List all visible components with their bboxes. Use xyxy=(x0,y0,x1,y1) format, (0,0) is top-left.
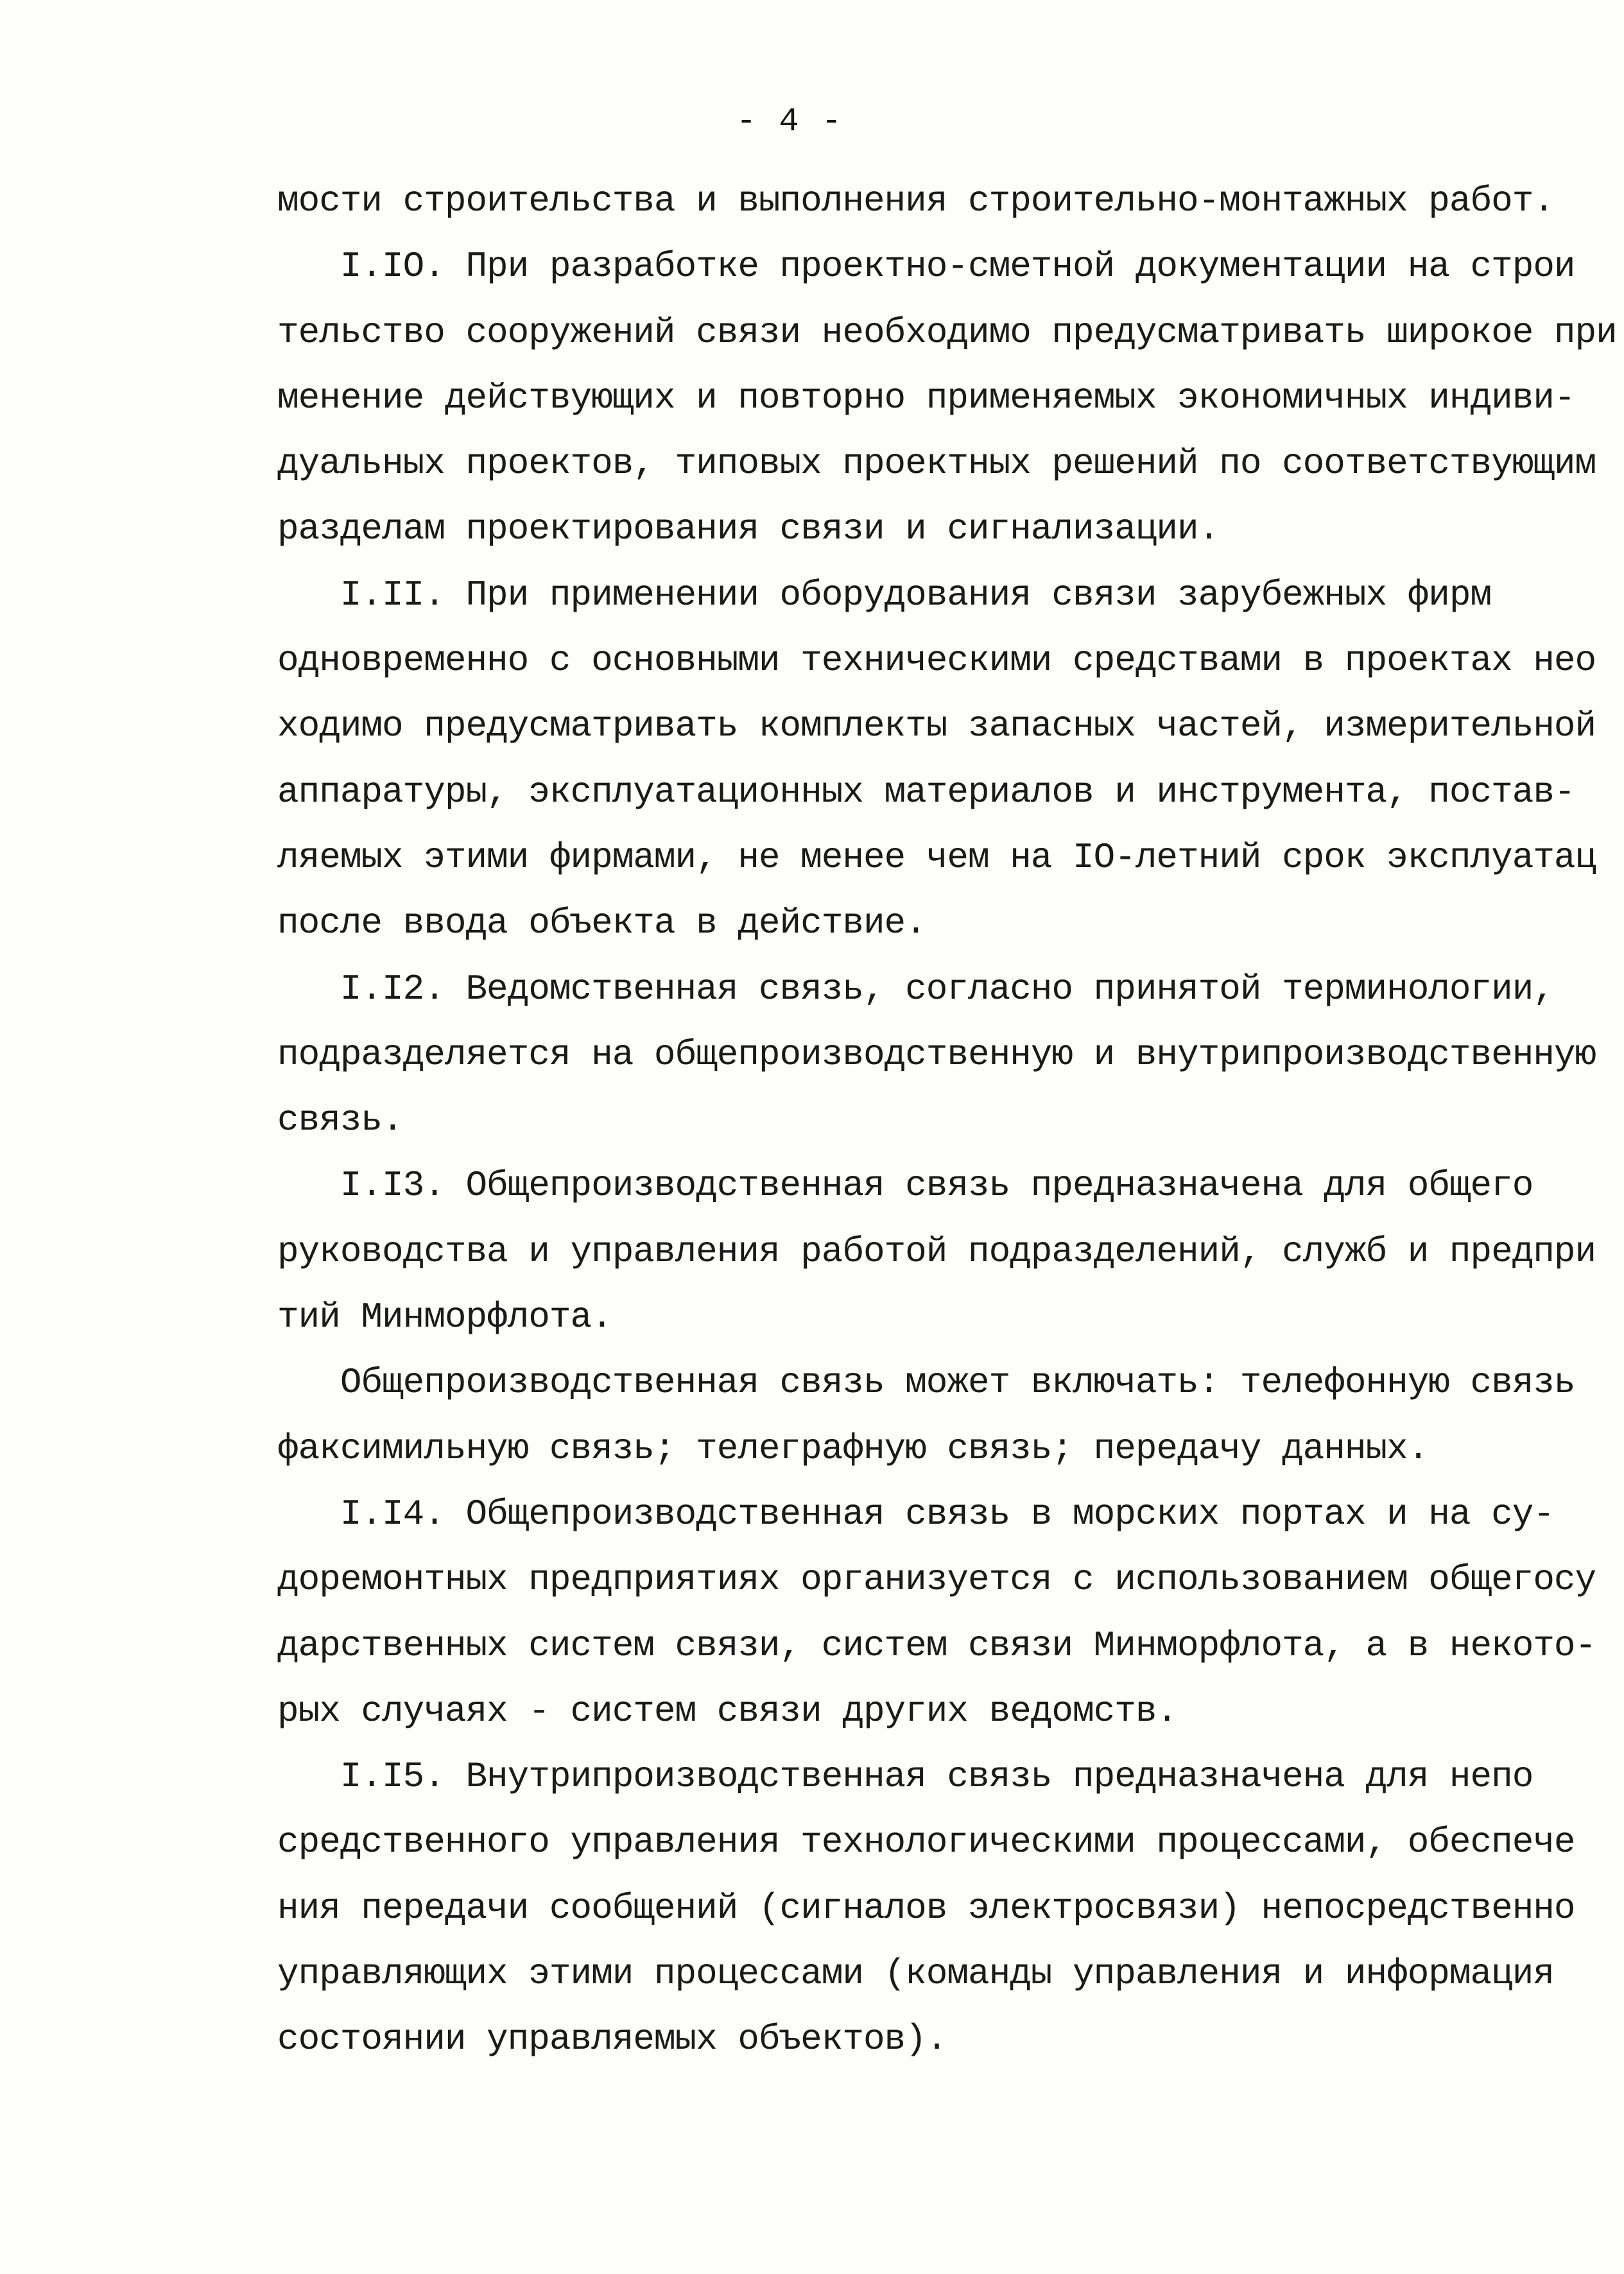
text-line: дуальных проектов, типовых проектных решений по соответствующим xyxy=(277,443,1596,485)
text-line: разделам проектирования связи и сигнализации. xyxy=(277,508,1220,550)
text-line: средственного управления технологическими процессами, обеспече xyxy=(277,1822,1575,1863)
text-line: факсимильную связь; телеграфную связь; передачу данных. xyxy=(277,1427,1429,1469)
text-line: подразделяется на общепроизводственную и внутрипроизводственную xyxy=(277,1033,1596,1075)
text-line: I.I4. Общепроизводственная связь в морских портах и на су- xyxy=(277,1493,1554,1535)
text-line: рых случаях - систем связи других ведомств. xyxy=(277,1690,1178,1732)
text-line: менение действующих и повторно применяемых экономичных индиви- xyxy=(277,377,1575,418)
text-line: руководства и управления работой подразделений, служб и предпри xyxy=(277,1230,1596,1272)
text-line: ния передачи сообщений (сигналов электросвязи) непосредственно xyxy=(277,1887,1575,1929)
text-line: после ввода объекта в действие. xyxy=(277,902,926,944)
text-line: связь. xyxy=(277,1099,403,1141)
text-line: ляемых этими фирмами, не менее чем на IO-летний срок эксплуатац xyxy=(277,836,1596,878)
text-line: одновременно с основными техническими средствами в проектах нео xyxy=(277,640,1596,682)
text-line: I.I3. Общепроизводственная связь предназначена для общего xyxy=(277,1165,1533,1207)
text-line: мости строительства и выполнения строительно-монтажных работ. xyxy=(277,180,1554,221)
text-line: дарственных систем связи, систем связи Минморфлота, а в некото- xyxy=(277,1624,1596,1666)
page-number: - 4 - xyxy=(736,103,843,141)
text-line: I.I5. Внутрипроизводственная связь предназначена для непо xyxy=(277,1756,1533,1798)
text-line: I.I2. Ведомственная связь, согласно принятой терминологии, xyxy=(277,968,1554,1010)
document-body xyxy=(277,168,1617,2072)
text-line: доремонтных предприятиях организуется с использованием общегосу xyxy=(277,1559,1596,1601)
text-line: аппаратуры, эксплуатационных материалов и инструмента, постав- xyxy=(277,771,1575,813)
text-line: I.II. При применении оборудования связи зарубежных фирм xyxy=(277,574,1492,616)
text-line: управляющих этими процессами (команды управления и информация xyxy=(277,1953,1554,1995)
text-line: состоянии управляемых объектов). xyxy=(277,2019,947,2060)
text-line: тий Минморфлота. xyxy=(277,1296,612,1338)
text-line: I.IO. При разработке проектно-сметной документации на строи xyxy=(277,246,1575,288)
text-line: ходимо предусматривать комплекты запасных частей, измерительной xyxy=(277,705,1596,747)
text-line: тельство сооружений связи необходимо предусматривать широкое при xyxy=(277,311,1617,353)
text-line: Общепроизводственная связь может включать: телефонную связь xyxy=(277,1362,1575,1404)
